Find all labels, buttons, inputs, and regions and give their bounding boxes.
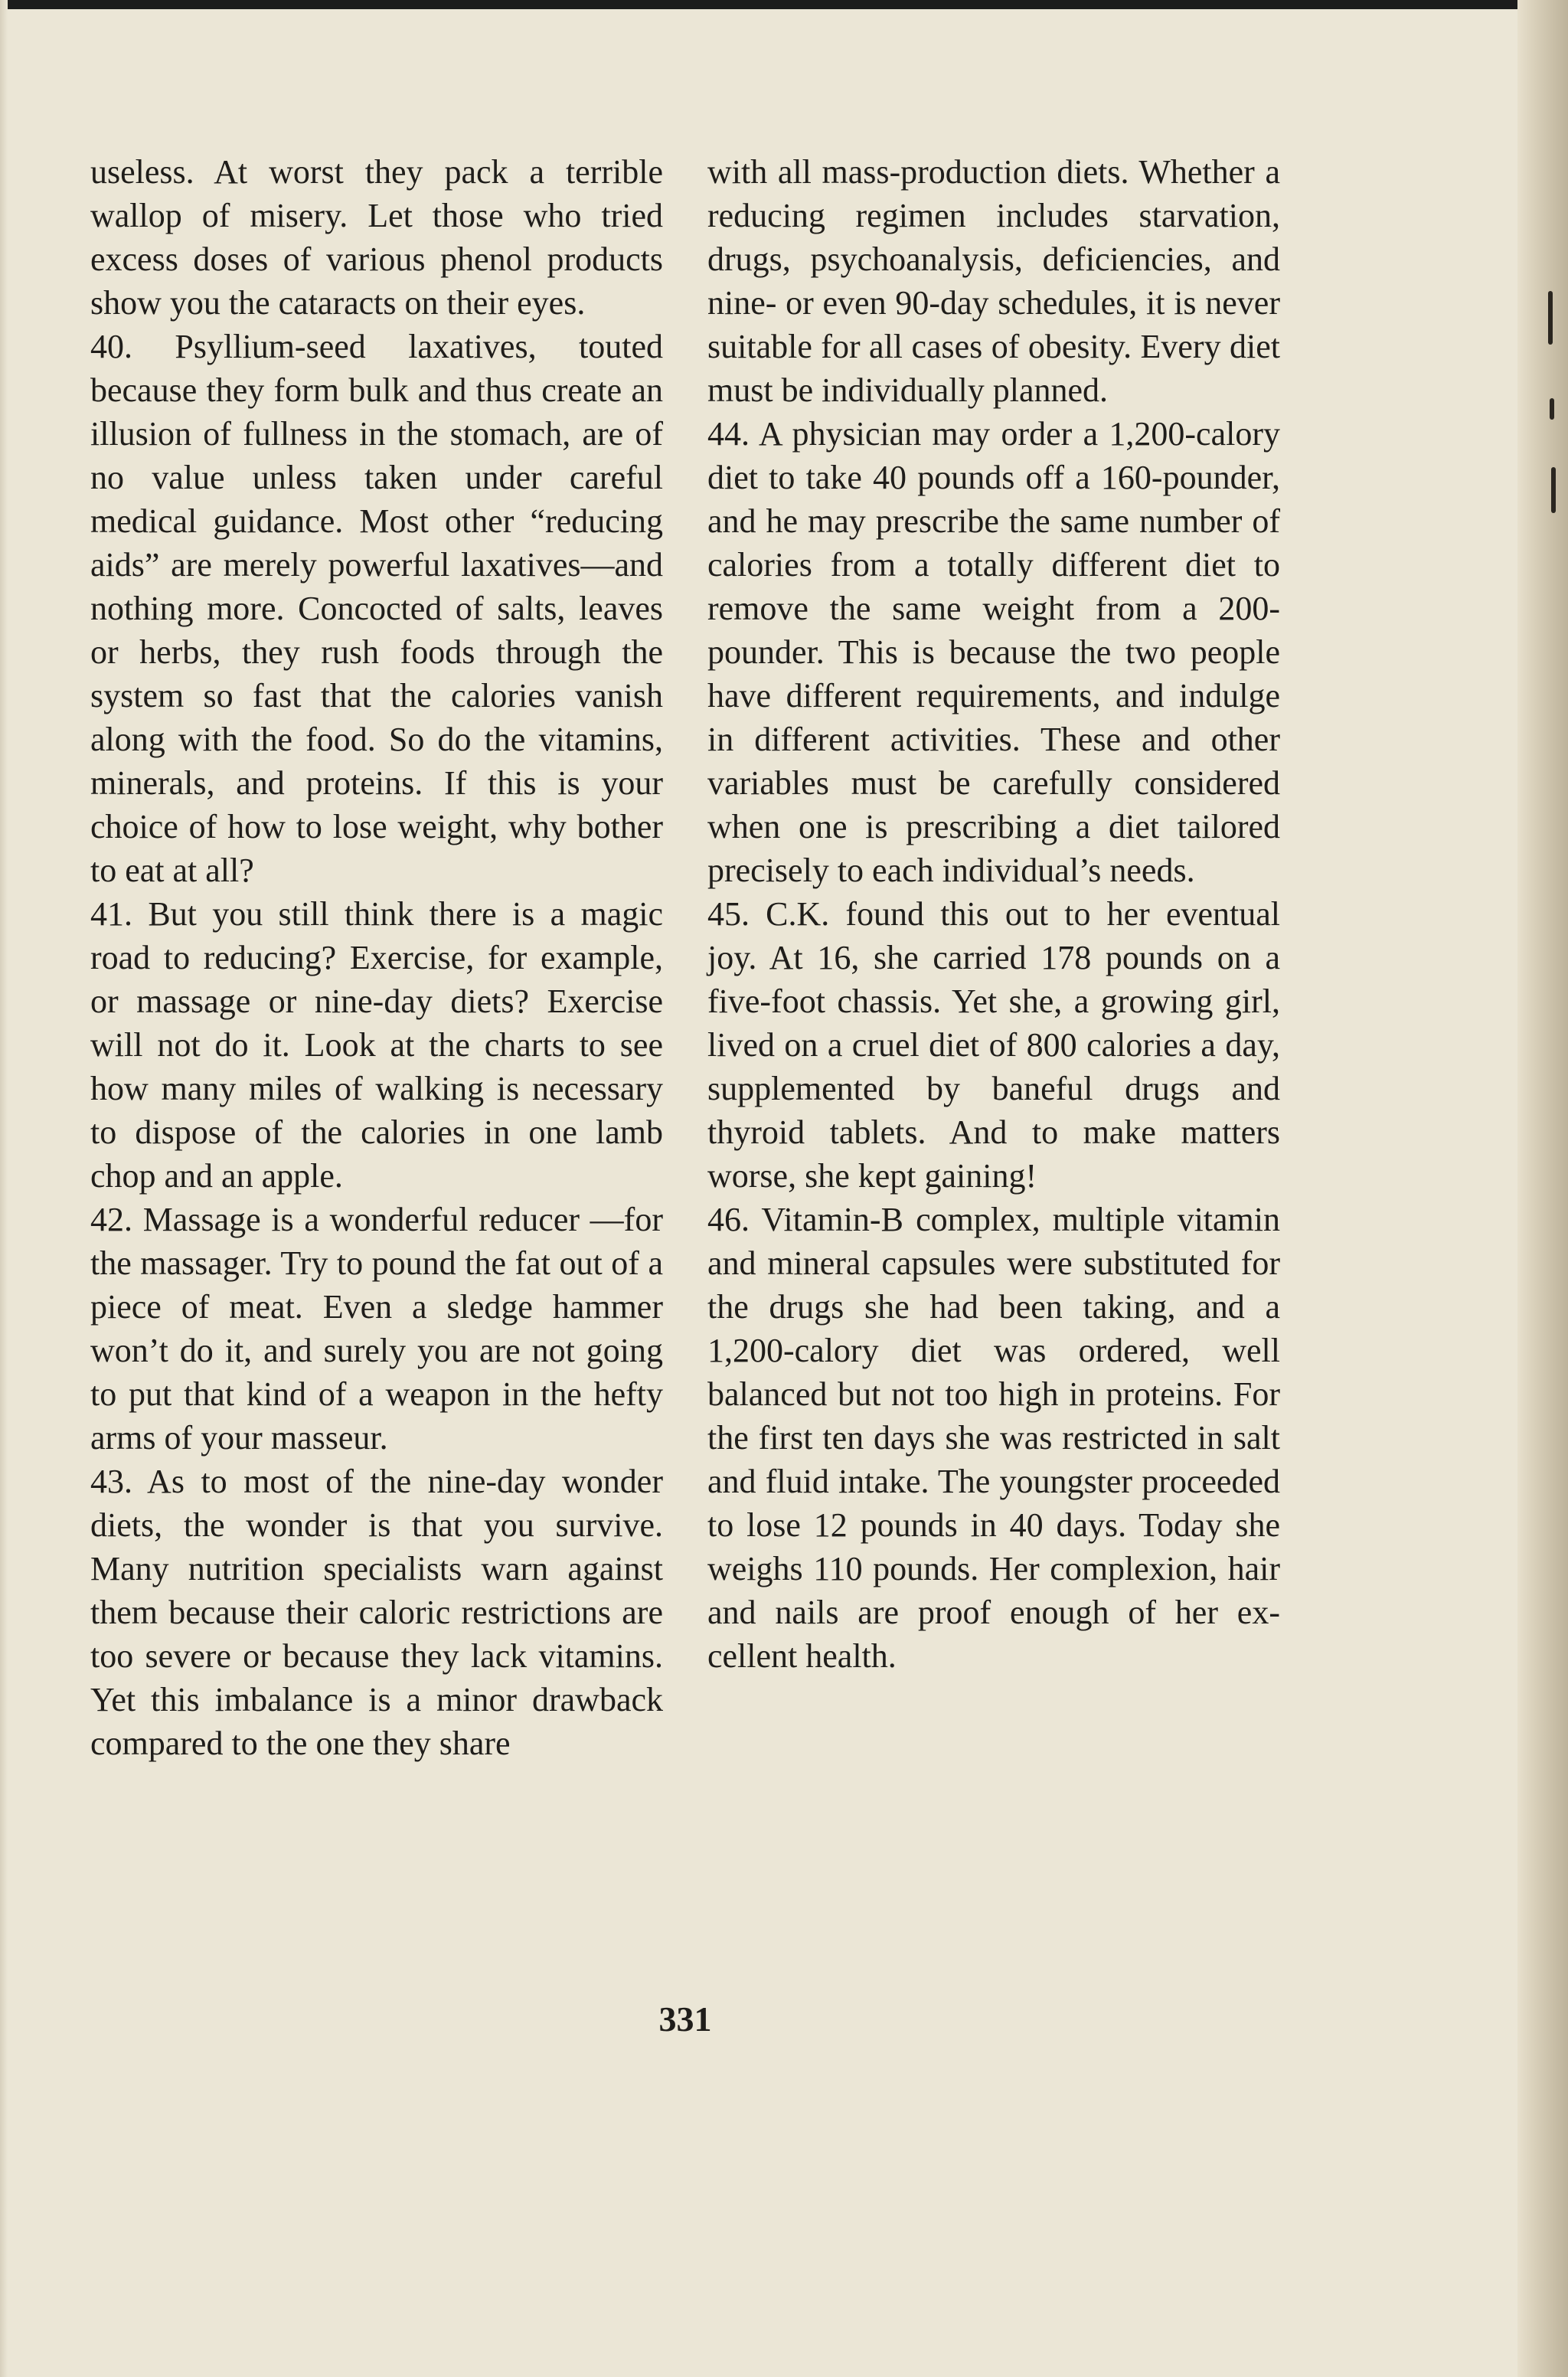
binding-mark — [1551, 467, 1556, 513]
left-text-column — [90, 150, 663, 1765]
paragraph-41: 41. But you still think there is a magic road to reducing? Exercise, for example, or massage or nine-day diets? Exercise will not do it. Look at the charts to see how many miles of walking is necessary to dispose of the calories in one lamb chop and an apple. — [90, 895, 663, 1195]
scan-right-edge — [1517, 0, 1568, 2377]
page-number: 331 — [658, 1999, 712, 2039]
paragraph-40: 40. Psyllium-seed laxatives, touted because they form bulk and thus create an illusion of fullness in the stomach, are of no value unless taken under careful medical guidance. Most other “reducing aids” are merely powerful laxatives—and nothing more. Concocted of salts, leaves or herbs, they rush foods through the system so fast that the calories vanish along with the food. So do the vitamins, minerals, and proteins. If this is your choice of how to lose weight, why bother to eat at all? — [90, 328, 663, 889]
paragraph-46: 46. Vitamin-B complex, multiple vitamin and mineral capsules were substituted for the drugs she had been taking, and a 1,200-calory diet was ordered, well balanced but not too high in proteins. For the first ten days she was restricted in salt and fluid intake. The youngster proceeded to lose 12 pounds in 40 days. Today she weighs 110 pounds. Her complexion, hair and nails are proof enough of her excellent health. — [707, 1201, 1280, 1675]
binding-mark — [1548, 291, 1553, 345]
paragraph-43: 43. As to most of the nine-day wonder diets, the wonder is that you survive. Many nutrition specialists warn against them because their caloric restrictions are too severe or because they lack vitamins. Yet this imbalance is a minor drawback compared to the one they share — [90, 1463, 663, 1762]
paragraph-43-continued: with all mass-production diets. Whether a reducing regimen includes starvation, drugs, psychoanalysis, deficiencies, and nine- or even 90-day schedules, it is never suitable for all cases of obesity. Every diet must be individually planned. — [707, 153, 1280, 409]
paragraph-44: 44. A physician may order a 1,200-calory diet to take 40 pounds off a 160-pounder, and he may prescribe the same number of calories from a totally different diet to remove the same weight from a 200-pounder. This is because the two people have different requirements, and indulge in different activities. These and other variables must be carefully considered when one is prescribing a diet tailored precisely to each individual’s needs. — [707, 415, 1280, 889]
paragraph-45: 45. C.K. found this out to her eventual joy. At 16, she carried 178 pounds on a five-foot chassis. Yet she, a growing girl, lived on a cruel diet of 800 calories a day, supplemented by baneful drugs and thyroid tablets. And to make matters worse, she kept gaining! — [707, 895, 1280, 1195]
binding-mark — [1550, 398, 1554, 420]
scan-top-border — [0, 0, 1568, 9]
right-text-column — [707, 150, 1280, 1678]
paragraph-42: 42. Massage is a wonderful reducer —for the massager. Try to pound the fat out of a piece of meat. Even a sledge hammer won’t do it, and surely you are not going to put that kind of a weapon in the hefty arms of your masseur. — [90, 1201, 663, 1457]
paragraph-39-continued: useless. At worst they pack a terrible wallop of misery. Let those who tried excess doses of various phenol products show you the cataracts on their eyes. — [90, 153, 663, 322]
